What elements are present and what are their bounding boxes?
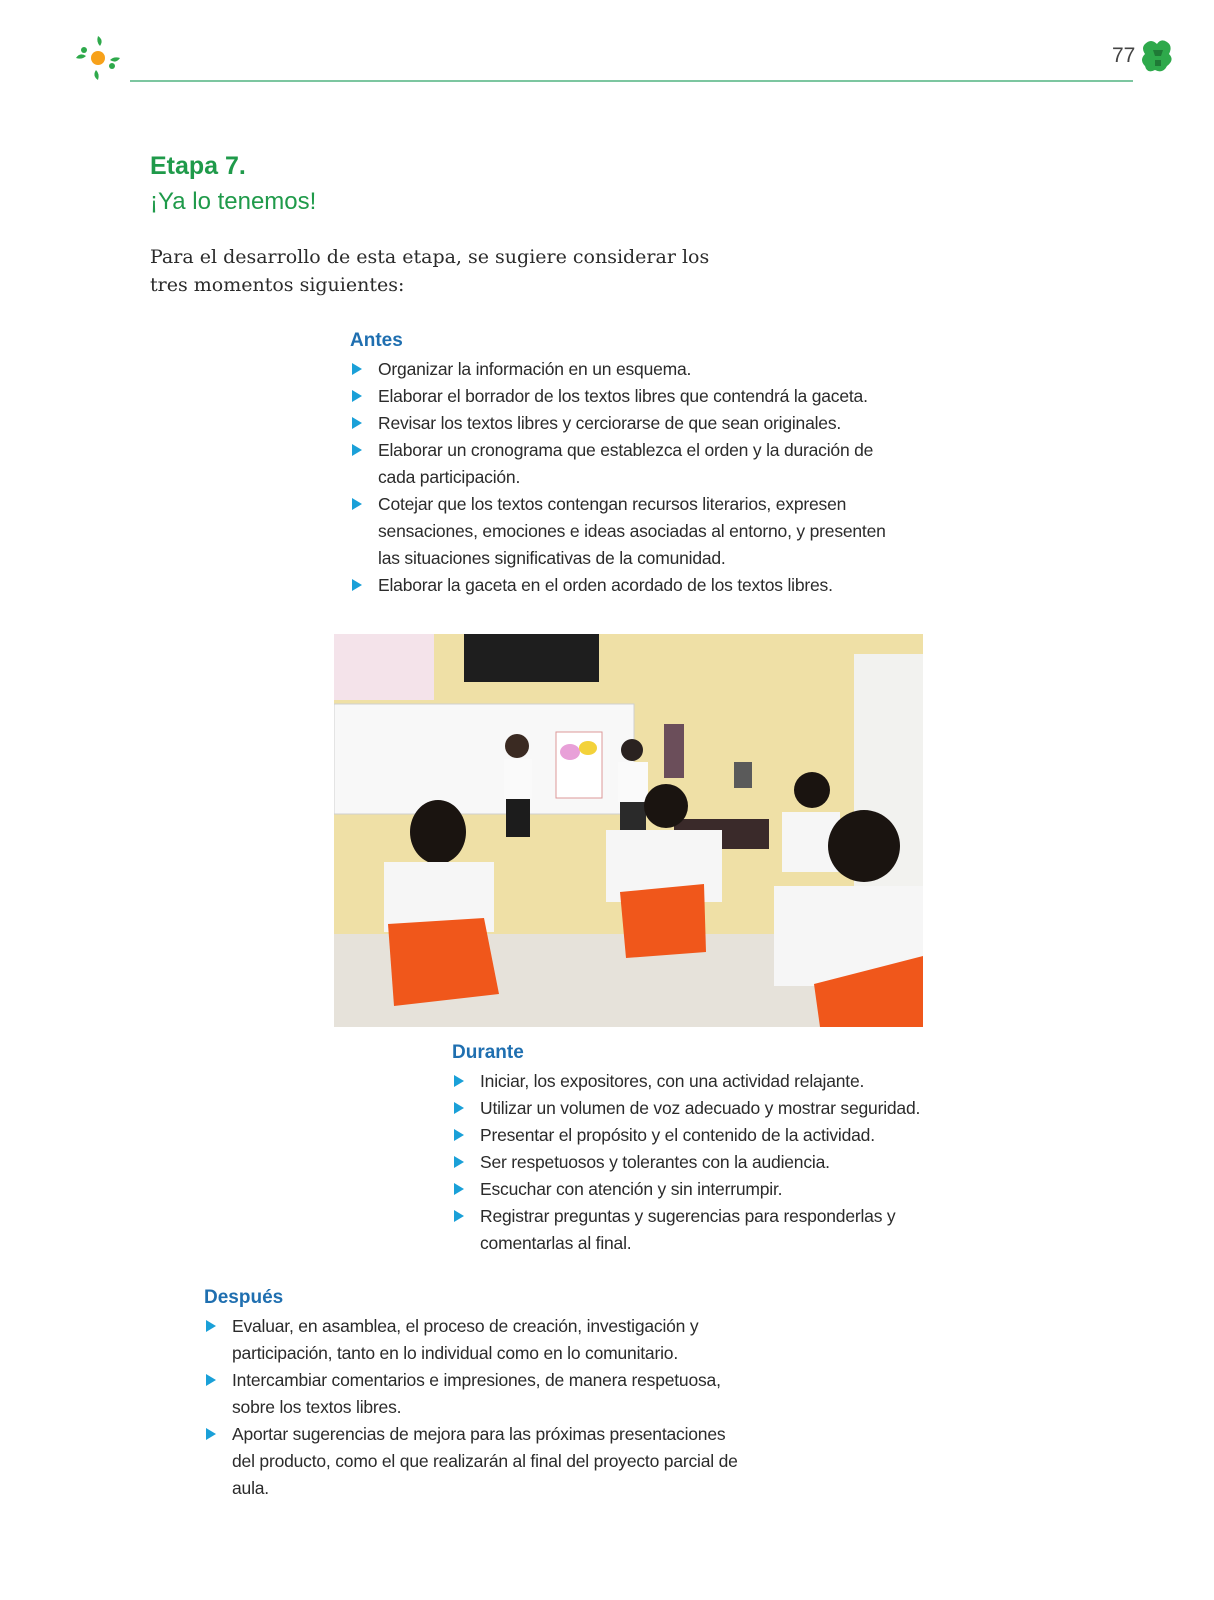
triangle-bullet-icon bbox=[352, 444, 362, 456]
list-item: Ser respetuosos y tolerantes con la audiencia. bbox=[452, 1149, 932, 1176]
list-item: Elaborar el borrador de los textos libres que contendrá la gaceta. bbox=[350, 383, 890, 410]
section-despues bbox=[204, 1285, 744, 1502]
list-item: Organizar la información en un esquema. bbox=[350, 356, 890, 383]
triangle-bullet-icon bbox=[454, 1210, 464, 1222]
list-item: Escuchar con atención y sin interrumpir. bbox=[452, 1176, 932, 1203]
triangle-bullet-icon bbox=[352, 498, 362, 510]
triangle-bullet-icon bbox=[454, 1156, 464, 1168]
triangle-bullet-icon bbox=[454, 1183, 464, 1195]
section-heading-antes: Antes bbox=[350, 330, 403, 351]
header-rule bbox=[130, 80, 1133, 82]
list-item: Revisar los textos libres y cerciorarse de que sean originales. bbox=[350, 410, 890, 437]
list-item: Aportar sugerencias de mejora para las próximas presentaciones del producto, como el que realizarán al final del proyecto parcial de aula. bbox=[204, 1421, 744, 1502]
community-logo-icon bbox=[72, 32, 124, 84]
triangle-bullet-icon bbox=[454, 1102, 464, 1114]
list-durante bbox=[452, 1068, 932, 1257]
stage-title: Etapa 7. bbox=[150, 152, 246, 180]
list-item: Intercambiar comentarios e impresiones, de manera respetuosa, sobre los textos libres. bbox=[204, 1367, 744, 1421]
triangle-bullet-icon bbox=[352, 417, 362, 429]
list-item: Evaluar, en asamblea, el proceso de creación, investigación y participación, tanto en lo individual como en lo comunitario. bbox=[204, 1313, 744, 1367]
triangle-bullet-icon bbox=[206, 1320, 216, 1332]
section-heading-durante: Durante bbox=[452, 1042, 524, 1063]
green-glyph-icon bbox=[1141, 38, 1175, 74]
page-number: 77 bbox=[1112, 44, 1136, 67]
list-item: Utilizar un volumen de voz adecuado y mostrar seguridad. bbox=[452, 1095, 932, 1122]
list-despues bbox=[204, 1313, 744, 1502]
triangle-bullet-icon bbox=[206, 1374, 216, 1386]
stage-subtitle: ¡Ya lo tenemos! bbox=[150, 188, 317, 215]
intro-paragraph: Para el desarrollo de esta etapa, se sugiere considerar los tres momentos siguientes: bbox=[150, 246, 710, 296]
list-item: Iniciar, los expositores, con una actividad relajante. bbox=[452, 1068, 932, 1095]
section-durante bbox=[452, 1040, 932, 1257]
triangle-bullet-icon bbox=[352, 390, 362, 402]
section-heading-despues: Después bbox=[204, 1287, 284, 1308]
list-item: Cotejar que los textos contengan recursos literarios, expresen sensaciones, emociones e ideas asociadas al entorno, y presenten las situaciones significativas de la comunidad. bbox=[350, 491, 890, 572]
list-item: Elaborar la gaceta en el orden acordado de los textos libres. bbox=[350, 572, 890, 599]
list-item: Presentar el propósito y el contenido de la actividad. bbox=[452, 1122, 932, 1149]
section-antes bbox=[350, 328, 890, 599]
triangle-bullet-icon bbox=[454, 1075, 464, 1087]
list-item: Elaborar un cronograma que establezca el orden y la duración de cada participación. bbox=[350, 437, 890, 491]
triangle-bullet-icon bbox=[352, 363, 362, 375]
classroom-photo bbox=[334, 634, 923, 1027]
triangle-bullet-icon bbox=[454, 1129, 464, 1141]
list-antes bbox=[350, 356, 890, 599]
triangle-bullet-icon bbox=[206, 1428, 216, 1440]
list-item: Registrar preguntas y sugerencias para responderlas y comentarlas al final. bbox=[452, 1203, 932, 1257]
triangle-bullet-icon bbox=[352, 579, 362, 591]
